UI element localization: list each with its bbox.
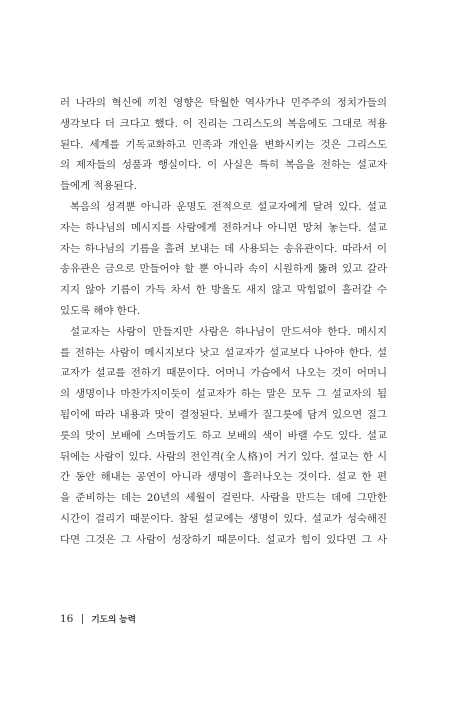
text-line: 송유관은 금으로 만들어야 할 뿐 아니라 속이 시원하게 뚫려 있고 갈라 [60, 263, 387, 276]
text-line: 러 나라의 혁신에 끼친 영향은 탁월한 역사가나 민주주의 정치가들의 [60, 97, 387, 109]
footer-separator [82, 614, 83, 624]
body-text [60, 93, 387, 551]
text-line: 생각보다 더 크다고 했다. 이 진리는 그리스도의 복음에도 그대로 적용 [60, 117, 387, 130]
page-footer [60, 612, 136, 626]
text-line: 지지 않아 기름이 가득 차서 한 방울도 새지 않고 막힘없이 흘러갈 수 [60, 284, 387, 297]
text-line: 됨이에 따라 내용과 맛이 결정된다. 보배가 질그릇에 담겨 있으면 질그 [60, 408, 387, 421]
text-line: 들에게 적용된다. [60, 180, 137, 193]
running-title: 기도의 능력 [91, 615, 136, 625]
text-line: 된다. 세계를 기독교화하고 민족과 개인을 변화시키는 것은 그리스도 [60, 138, 387, 151]
text-line: 의 생명이나 마찬가지이듯이 설교자가 하는 말은 모두 그 설교자의 됨 [60, 388, 387, 401]
text-line: 자는 하나님의 메시지를 사람에게 전하거나 아니면 망쳐 놓는다. 설교 [60, 221, 387, 234]
text-line: 교자가 설교를 전하기 때문이다. 어머니 가슴에서 나오는 것이 어머니 [60, 367, 387, 380]
text-line: 간 동안 해내는 공연이 아니라 생명이 흘러나오는 것이다. 설교 한 편 [60, 471, 387, 484]
text-line: 복음의 성격뿐 아니라 운명도 전적으로 설교자에게 달려 있다. 설교 [70, 200, 387, 213]
text-line: 설교자는 사람이 만들지만 사람은 하나님이 만드셔야 한다. 메시지 [70, 325, 387, 338]
text-line: 의 제자들의 성품과 행실이다. 이 사실은 특히 복음을 전하는 설교자 [60, 159, 387, 172]
text-line: 있도록 해야 한다. [60, 304, 141, 317]
text-line: 를 전하는 사람이 메시지보다 낫고 설교자가 설교보다 나아야 한다. 설 [60, 346, 387, 359]
page-number: 16 [60, 613, 74, 625]
text-line: 다면 그것은 그 사람이 성장하기 때문이다. 설교가 힘이 있다면 그 사 [60, 533, 387, 546]
text-line: 뒤에는 사람이 있다. 사람의 전인격(全人格)이 거기 있다. 설교는 한 시 [60, 450, 387, 463]
text-line: 시간이 걸리기 때문이다. 참된 설교에는 생명이 있다. 설교가 성숙해진 [60, 512, 387, 525]
text-line: 자는 하나님의 기름을 흘려 보내는 데 사용되는 송유관이다. 따라서 이 [60, 242, 387, 255]
text-line: 을 준비하는 데는 20년의 세월이 걸린다. 사람을 만드는 데에 그만한 [60, 492, 387, 505]
text-line: 릇의 맛이 보배에 스며들기도 하고 보배의 색이 바랠 수도 있다. 설교 [60, 429, 387, 442]
